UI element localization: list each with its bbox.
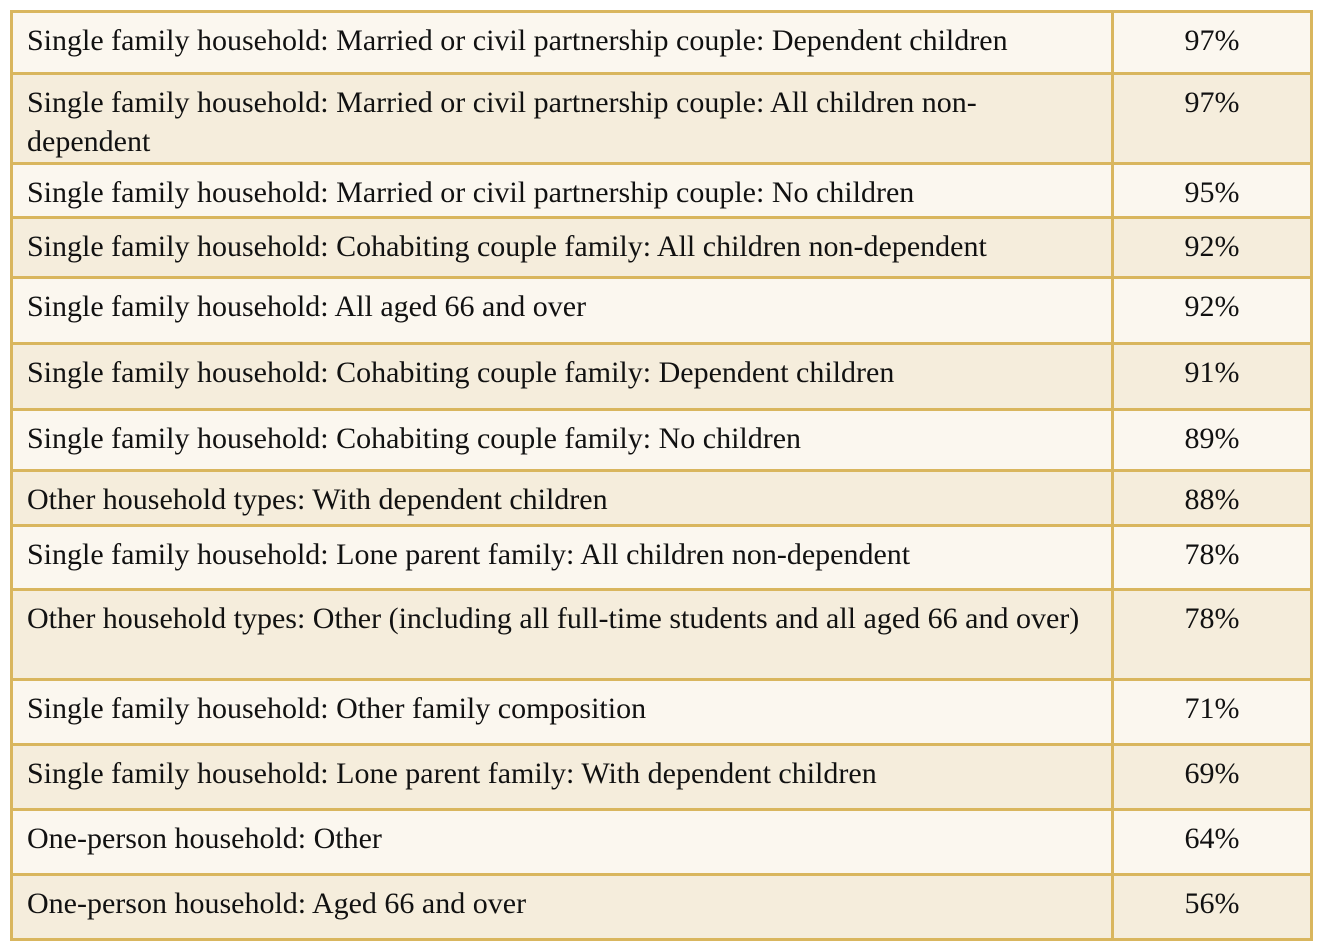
household-type-cell: Single family household: Cohabiting couple family: No children	[12, 410, 1113, 471]
percentage-cell: 97%	[1113, 74, 1312, 164]
table-row	[12, 680, 1312, 745]
table-row	[12, 74, 1312, 164]
table-row	[12, 344, 1312, 410]
table-row	[12, 810, 1312, 875]
table-row	[12, 745, 1312, 810]
household-type-cell: Single family household: Married or civil partnership couple: No children	[12, 164, 1113, 218]
percentage-cell: 78%	[1113, 590, 1312, 680]
percentage-cell: 64%	[1113, 810, 1312, 875]
percentage-cell: 78%	[1113, 526, 1312, 590]
percentage-cell: 89%	[1113, 410, 1312, 471]
table-row	[12, 526, 1312, 590]
table-row	[12, 410, 1312, 471]
household-type-cell: Single family household: Lone parent family: All children non-dependent	[12, 526, 1113, 590]
household-type-cell: Single family household: Other family composition	[12, 680, 1113, 745]
table-row	[12, 12, 1312, 74]
household-type-cell: One-person household: Aged 66 and over	[12, 875, 1113, 940]
household-type-cell: Single family household: Cohabiting couple family: Dependent children	[12, 344, 1113, 410]
household-type-cell: Other household types: With dependent children	[12, 471, 1113, 526]
household-type-cell: Single family household: All aged 66 and over	[12, 278, 1113, 344]
table-row	[12, 875, 1312, 940]
household-type-cell: Single family household: Lone parent family: With dependent children	[12, 745, 1113, 810]
percentage-cell: 56%	[1113, 875, 1312, 940]
percentage-cell: 69%	[1113, 745, 1312, 810]
household-type-table	[10, 10, 1313, 941]
household-type-cell: Other household types: Other (including all full-time students and all aged 66 and over)	[12, 590, 1113, 680]
table-row	[12, 164, 1312, 218]
percentage-cell: 95%	[1113, 164, 1312, 218]
percentage-cell: 88%	[1113, 471, 1312, 526]
percentage-cell: 97%	[1113, 12, 1312, 74]
table-row	[12, 278, 1312, 344]
table-row	[12, 471, 1312, 526]
household-type-cell: Single family household: Cohabiting couple family: All children non-dependent	[12, 218, 1113, 278]
percentage-cell: 92%	[1113, 278, 1312, 344]
household-type-cell: Single family household: Married or civil partnership couple: All children non-dependent	[12, 74, 1113, 164]
household-type-cell: Single family household: Married or civil partnership couple: Dependent children	[12, 12, 1113, 74]
table-row	[12, 218, 1312, 278]
percentage-cell: 71%	[1113, 680, 1312, 745]
percentage-cell: 91%	[1113, 344, 1312, 410]
household-type-cell: One-person household: Other	[12, 810, 1113, 875]
table-row	[12, 590, 1312, 680]
percentage-cell: 92%	[1113, 218, 1312, 278]
